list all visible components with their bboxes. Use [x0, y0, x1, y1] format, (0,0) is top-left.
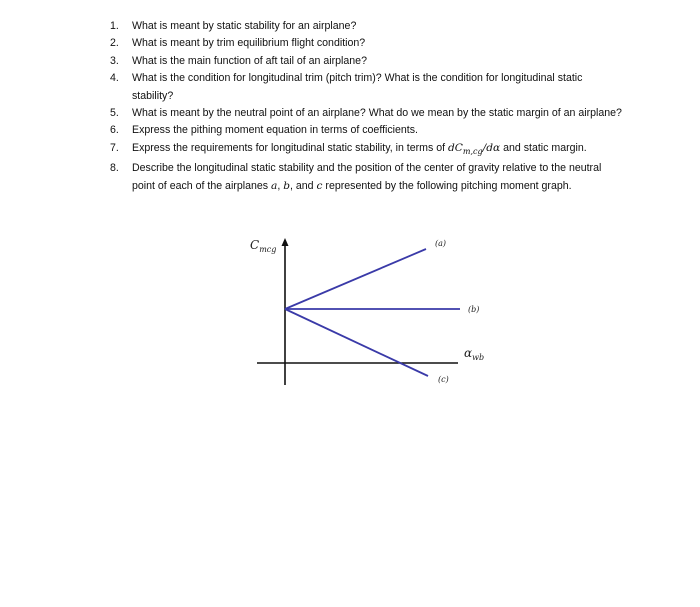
question-text: Describe the longitudinal static stability and the position of the center of gravity relative to the neutral point of each of the airplanes — [132, 162, 602, 192]
question-number: 4. — [110, 72, 119, 85]
line-b-label: (b) — [468, 305, 480, 314]
line-a — [285, 249, 426, 309]
y-axis-label: $C_{mcg}$ — [250, 238, 277, 254]
question-text: Express the pithing moment equation in terms of coefficients. — [132, 124, 418, 137]
question-text: What is meant by static stability for an airplane? — [132, 20, 357, 32]
line-c-label: (c) — [438, 375, 449, 384]
question-text: What is the main function of aft tail of an airplane? — [132, 54, 367, 67]
pitching-moment-graph — [240, 230, 485, 390]
question-text: What is meant by trim equilibrium flight condition? — [132, 37, 366, 50]
question-item — [110, 122, 625, 139]
question-item — [110, 35, 625, 52]
y-axis-arrowhead — [282, 238, 289, 246]
question-number: 7. — [110, 141, 119, 154]
line-c — [285, 309, 428, 376]
airplane-variable-a: a — [271, 179, 278, 192]
derivative-expression: $dC_{m,cg}/d\alpha$ — [448, 141, 501, 156]
question-item — [110, 18, 625, 35]
question-item: 8. Describe the longitudinal static stability and the position of the center of gravity relative to the neutral point of each of the airplanes a, b, and c represented by the following pitching moment graph. — [110, 162, 602, 192]
question-number: 3. — [110, 54, 119, 67]
airplane-variable-c: c — [316, 179, 323, 192]
question-number: 6. — [110, 124, 119, 137]
line-a-label: (a) — [435, 239, 447, 248]
question-number: 2. — [110, 37, 119, 50]
question-text: What is meant by the neutral point of an airplane? What do we mean by the static margin of an airplane? — [132, 107, 622, 120]
question-item — [110, 140, 625, 161]
airplane-variable-b: b — [283, 179, 291, 192]
x-axis-label: $\alpha_{wb}$ — [464, 346, 485, 362]
question-number: 5. — [110, 107, 119, 120]
question-text: Express the requirements for longitudinal static stability, in terms of — [132, 141, 448, 154]
question-text: What is the condition for longitudinal trim (pitch trim)? What is the condition for longitudinal static stability? — [132, 72, 583, 102]
question-item — [110, 105, 625, 122]
question-number: 1. — [110, 20, 119, 32]
question-item — [110, 53, 625, 70]
question-number: 8. — [110, 162, 119, 175]
question-item — [110, 70, 625, 105]
question-text-tail: represented by the following pitching moment graph. — [322, 179, 572, 192]
question-list — [110, 18, 625, 195]
question-text-tail: and static margin. — [500, 141, 587, 154]
